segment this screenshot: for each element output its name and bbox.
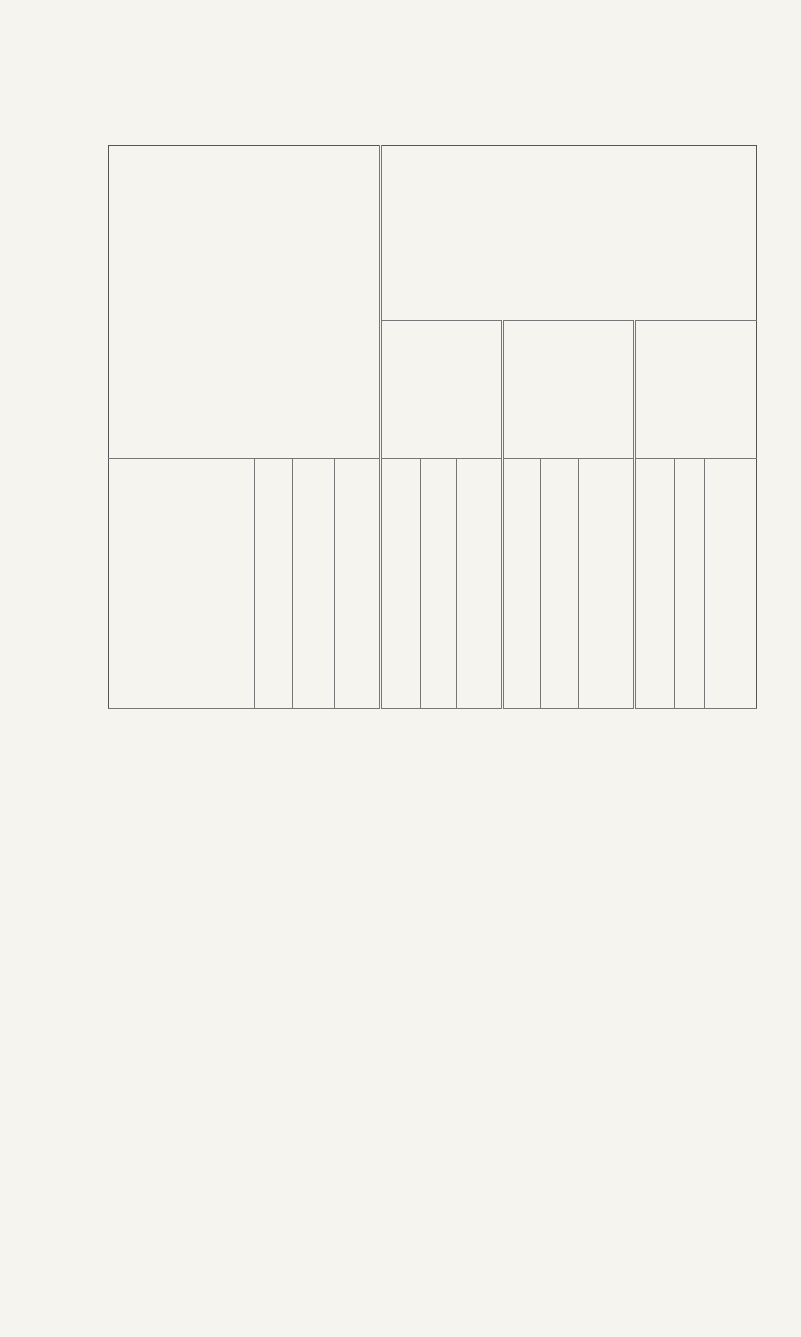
- header-uncured: [503, 321, 635, 459]
- column-head: [503, 458, 541, 708]
- column-head: [457, 458, 503, 708]
- header-admitted: [109, 146, 381, 459]
- column-head: [675, 458, 705, 708]
- column-head: [421, 458, 457, 708]
- religion-table: [108, 795, 736, 1297]
- column-head: [255, 458, 293, 708]
- column-head: [705, 458, 757, 708]
- column-head: [293, 458, 335, 708]
- column-head: [381, 458, 421, 708]
- header-discharged: [381, 146, 757, 321]
- header-died: [635, 321, 757, 459]
- column-head: [541, 458, 579, 708]
- label-column-head: [109, 458, 255, 708]
- column-head: [635, 458, 675, 708]
- header-cured: [381, 321, 503, 459]
- column-head: [579, 458, 635, 708]
- education-table: [108, 145, 757, 709]
- column-head: [335, 458, 381, 708]
